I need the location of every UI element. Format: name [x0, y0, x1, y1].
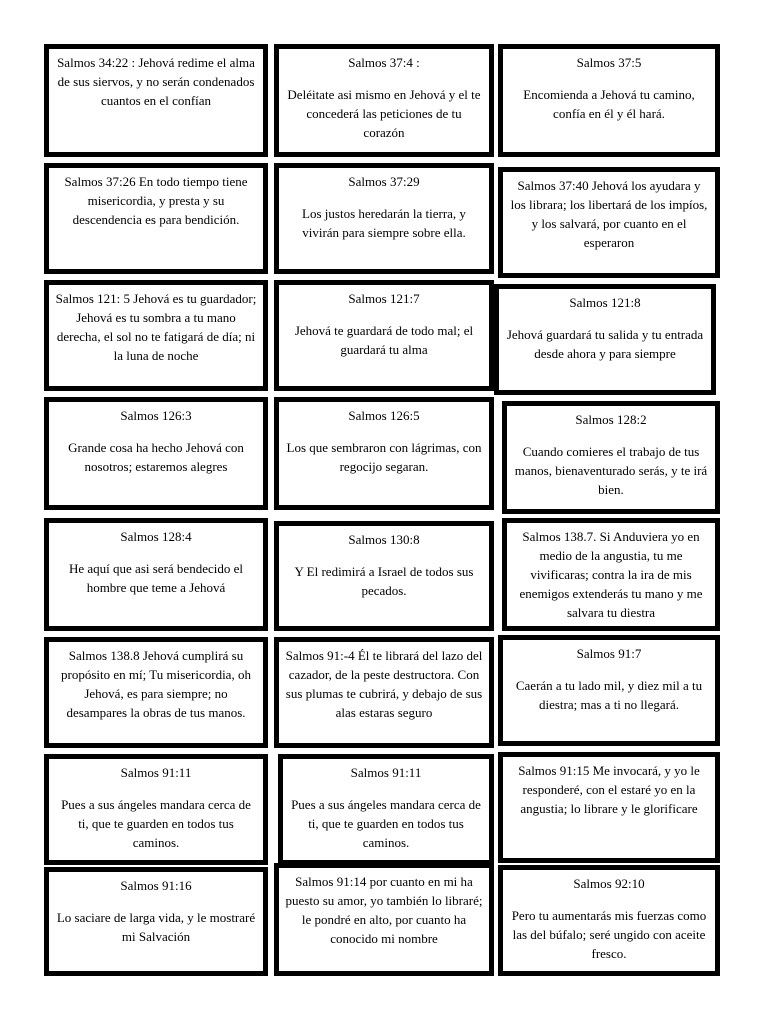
verse-reference: Salmos 138.8 Jehová cumplirá su propósito en mí; Tu misericordia, oh Jehová, es para siempre; no desampares la obras de tus manos. — [61, 648, 251, 720]
verse-card-18 — [498, 635, 720, 746]
verse-card-24 — [498, 865, 720, 976]
verse-reference: Salmos 91:14 por cuanto en mi ha puesto su amor, yo también lo libraré; le pondré en alto, por cuanto ha conocido mi nombre — [285, 874, 483, 946]
verse-card-17 — [274, 637, 494, 748]
verse-reference: Salmos 37:26 En todo tiempo tiene misericordia, y presta y su descendencia es para bendición. — [64, 174, 248, 227]
verse-card-21 — [498, 752, 720, 863]
verse-text: Lo saciare de larga vida, y le mostraré mi Salvación — [56, 910, 256, 944]
verse-card-9 — [494, 284, 716, 395]
verse-card-2 — [274, 44, 494, 157]
verse-reference: Salmos 91:11 — [120, 765, 192, 780]
verse-reference: Salmos 91:7 — [576, 646, 642, 661]
verse-reference: Salmos 91:15 Me invocará, y yo le responderé, con el estaré yo en la angustia; lo librare y le glorificare — [518, 763, 700, 816]
verse-reference: Salmos 37:29 — [348, 174, 420, 189]
verse-text: Deléitate asi mismo en Jehová y el te concederá las peticiones de tu corazón — [287, 87, 481, 140]
verse-reference: Salmos 130:8 — [348, 532, 420, 547]
verse-text: Jehová guardará tu salida y tu entrada desde ahora y para siempre — [506, 327, 704, 361]
verse-reference: Salmos 121:8 — [569, 295, 641, 310]
verse-reference: Salmos 91:11 — [350, 765, 422, 780]
verse-reference: Salmos 128:2 — [575, 412, 647, 427]
verse-reference: Salmos 37:4 : — [348, 55, 420, 70]
verse-reference: Salmos 91:16 — [120, 878, 192, 893]
verse-reference: Salmos 34:22 : Jehová redime el alma de sus siervos, y no serán condenados cuantos en el confían — [57, 55, 255, 108]
verse-card-13 — [44, 518, 268, 631]
verse-card-12 — [502, 401, 720, 514]
verse-reference: Salmos 121:7 — [348, 291, 420, 306]
verse-reference: Salmos 37:40 Jehová los ayudara y los librara; los libertará de los impíos, y los salvará, por cuanto en el esperaron — [510, 178, 708, 250]
verse-reference: Salmos 126:5 — [348, 408, 420, 423]
verse-text: Grande cosa ha hecho Jehová con nosotros; estaremos alegres — [68, 440, 244, 474]
verse-card-11 — [274, 397, 494, 510]
verse-card-3 — [498, 44, 720, 157]
verse-card-4 — [44, 163, 268, 274]
verse-text: Caerán a tu lado mil, y diez mil a tu diestra; mas a ti no llegará. — [515, 678, 703, 712]
verse-text: Pues a sus ángeles mandara cerca de ti, que te guarden en todos tus caminos. — [61, 797, 251, 850]
verse-card-7 — [44, 280, 268, 391]
verse-text: Encomienda a Jehová tu camino, confía en él y él hará. — [523, 87, 695, 121]
verse-reference: Salmos 121: 5 Jehová es tu guardador; Jehová es tu sombra a tu mano derecha, el sol no te fatigará de día; ni la luna de noche — [55, 291, 257, 363]
verse-card-23 — [274, 863, 494, 976]
verse-reference: Salmos 138.7. Si Anduviera yo en medio de la angustia, tu me vivificaras; contra la ira de mis enemigos extenderás tu mano y me salvara tu diestra — [519, 529, 703, 620]
verse-text: Pero tu aumentarás mis fuerzas como las del búfalo; seré ungido con aceite fresco. — [511, 908, 707, 961]
verse-card-22 — [44, 867, 268, 976]
verse-reference: Salmos 128:4 — [120, 529, 192, 544]
verse-text: Cuando comieres el trabajo de tus manos, bienaventurado serás, y te irá bien. — [514, 444, 708, 497]
verse-text: Los que sembraron con lágrimas, con regocijo segaran. — [286, 440, 482, 474]
verse-reference: Salmos 126:3 — [120, 408, 192, 423]
verse-text: He aquí que asi será bendecido el hombre que teme a Jehová — [69, 561, 243, 595]
verse-card-10 — [44, 397, 268, 510]
verse-reference: Salmos 37:5 — [576, 55, 642, 70]
verse-text: Pues a sus ángeles mandara cerca de ti, que te guarden en todos tus caminos. — [291, 797, 481, 850]
verse-card-8 — [274, 280, 494, 391]
verse-card-16 — [44, 637, 268, 748]
verse-card-5 — [274, 163, 494, 274]
verse-card-19 — [44, 754, 268, 865]
verse-card-1 — [44, 44, 268, 157]
verse-card-14 — [274, 521, 494, 631]
verse-text: Y El redimirá a Israel de todos sus pecados. — [294, 564, 474, 598]
verse-reference: Salmos 92:10 — [573, 876, 645, 891]
verse-card-20 — [278, 754, 494, 865]
verse-text: Jehová te guardará de todo mal; el guardará tu alma — [294, 323, 474, 357]
verse-reference: Salmos 91:-4 Él te librará del lazo del cazador, de la peste destructora. Con sus plumas te cubrirá, y debajo de sus alas estaras seguro — [285, 648, 483, 720]
verse-text: Los justos heredarán la tierra, y vivirán para siempre sobre ella. — [302, 206, 466, 240]
verse-card-6 — [498, 167, 720, 278]
verse-card-15 — [502, 518, 720, 631]
